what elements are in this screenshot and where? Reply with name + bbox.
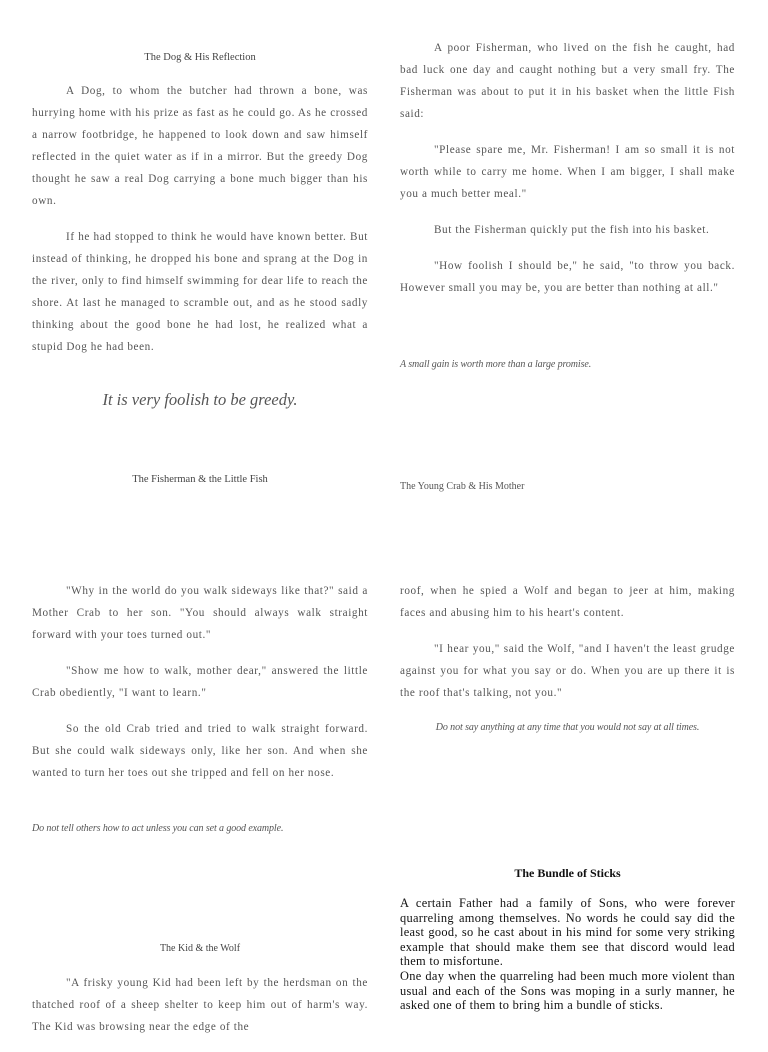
- kid-wolf-title: The Kid & the Wolf: [159, 943, 241, 954]
- kid-wolf-start: [32, 972, 368, 1052]
- dog-story-title: The Dog & His Reflection: [144, 52, 256, 63]
- crab-paragraph-2: "Show me how to walk, mother dear," answered the little Crab obediently, "I want to learn.": [32, 665, 368, 699]
- wolf-paragraph-2: "I hear you," said the Wolf, "and I haven't the least grudge against you for what you say or do. When you are up there it is the roof that's talking, not you.": [400, 643, 735, 699]
- wolf-story-body: [400, 580, 735, 718]
- wolf-moral: Do not say anything at any time that you would not say at all times.: [435, 722, 700, 733]
- fisherman-story-title: The Fisherman & the Little Fish: [132, 474, 268, 485]
- dog-story-body: [32, 80, 368, 372]
- crab-paragraph-3: So the old Crab tried and tried to walk straight forward. But she could walk sideways only, like her son. And when she wanted to turn her toes out she tripped and fell on her nose.: [32, 723, 368, 779]
- sticks-story-title: The Bundle of Sticks: [514, 866, 621, 880]
- dog-moral: It is very foolish to be greedy.: [102, 390, 298, 409]
- crab-story-body: [32, 580, 368, 798]
- fisherman-paragraph-3: But the Fisherman quickly put the fish into his basket.: [434, 224, 710, 236]
- fisherman-paragraph-1: A poor Fisherman, who lived on the fish he caught, had bad luck one day and caught nothing but a very small fry. The Fisherman was about to put it in his basket when the little Fish said:: [400, 42, 735, 120]
- fisherman-paragraph-2: "Please spare me, Mr. Fisherman! I am so small it is not worth while to carry me home. When I am bigger, I shall make you a much better meal.": [400, 144, 735, 200]
- sticks-paragraph-1: A certain Father had a family of Sons, who were forever quarreling among themselves. No words he could say did the least good, so he cast about in his mind for some very striking example that should make them see that discord would lead them to misfortune.: [400, 896, 735, 969]
- sticks-story-body: [400, 896, 735, 1013]
- fisherman-story-body: [400, 37, 735, 313]
- dog-paragraph-1: A Dog, to whom the butcher had thrown a bone, was hurrying home with his prize as fast as he could go. As he crossed a narrow footbridge, he happened to look down and saw himself reflected in the quiet water as if in a mirror. But the greedy Dog thought he saw a real Dog carrying a bone much bigger than his own.: [32, 85, 368, 207]
- wolf-paragraph-1: roof, when he spied a Wolf and began to jeer at him, making faces and abusing him to his heart's content.: [400, 585, 735, 619]
- kid-wolf-paragraph-1: "A frisky young Kid had been left by the herdsman on the thatched roof of a sheep shelter to keep him out of harm's way. The Kid was browsing near the edge of the: [32, 977, 368, 1033]
- sticks-paragraph-2: One day when the quarreling had been much more violent than usual and each of the Sons was moping in a surly manner, he asked one of them to bring him a bundle of sticks.: [400, 968, 735, 1013]
- dog-paragraph-2: If he had stopped to think he would have known better. But instead of thinking, he dropped his bone and sprang at the Dog in the river, only to find himself swimming for dear life to reach the shore. At last he managed to scramble out, and as he stood sadly thinking about the good bone he had lost, he realized what a stupid Dog he had been.: [32, 231, 368, 353]
- crab-paragraph-1: "Why in the world do you walk sideways like that?" said a Mother Crab to her son. "You should always walk straight forward with your toes turned out.": [32, 585, 368, 641]
- fisherman-paragraph-4: "How foolish I should be," he said, "to throw you back. However small you may be, you are better than nothing at all.": [400, 260, 735, 294]
- fisherman-moral: A small gain is worth more than a large promise.: [400, 359, 592, 370]
- crab-moral: Do not tell others how to act unless you can set a good example.: [32, 823, 284, 834]
- crab-story-title: The Young Crab & His Mother: [400, 481, 525, 492]
